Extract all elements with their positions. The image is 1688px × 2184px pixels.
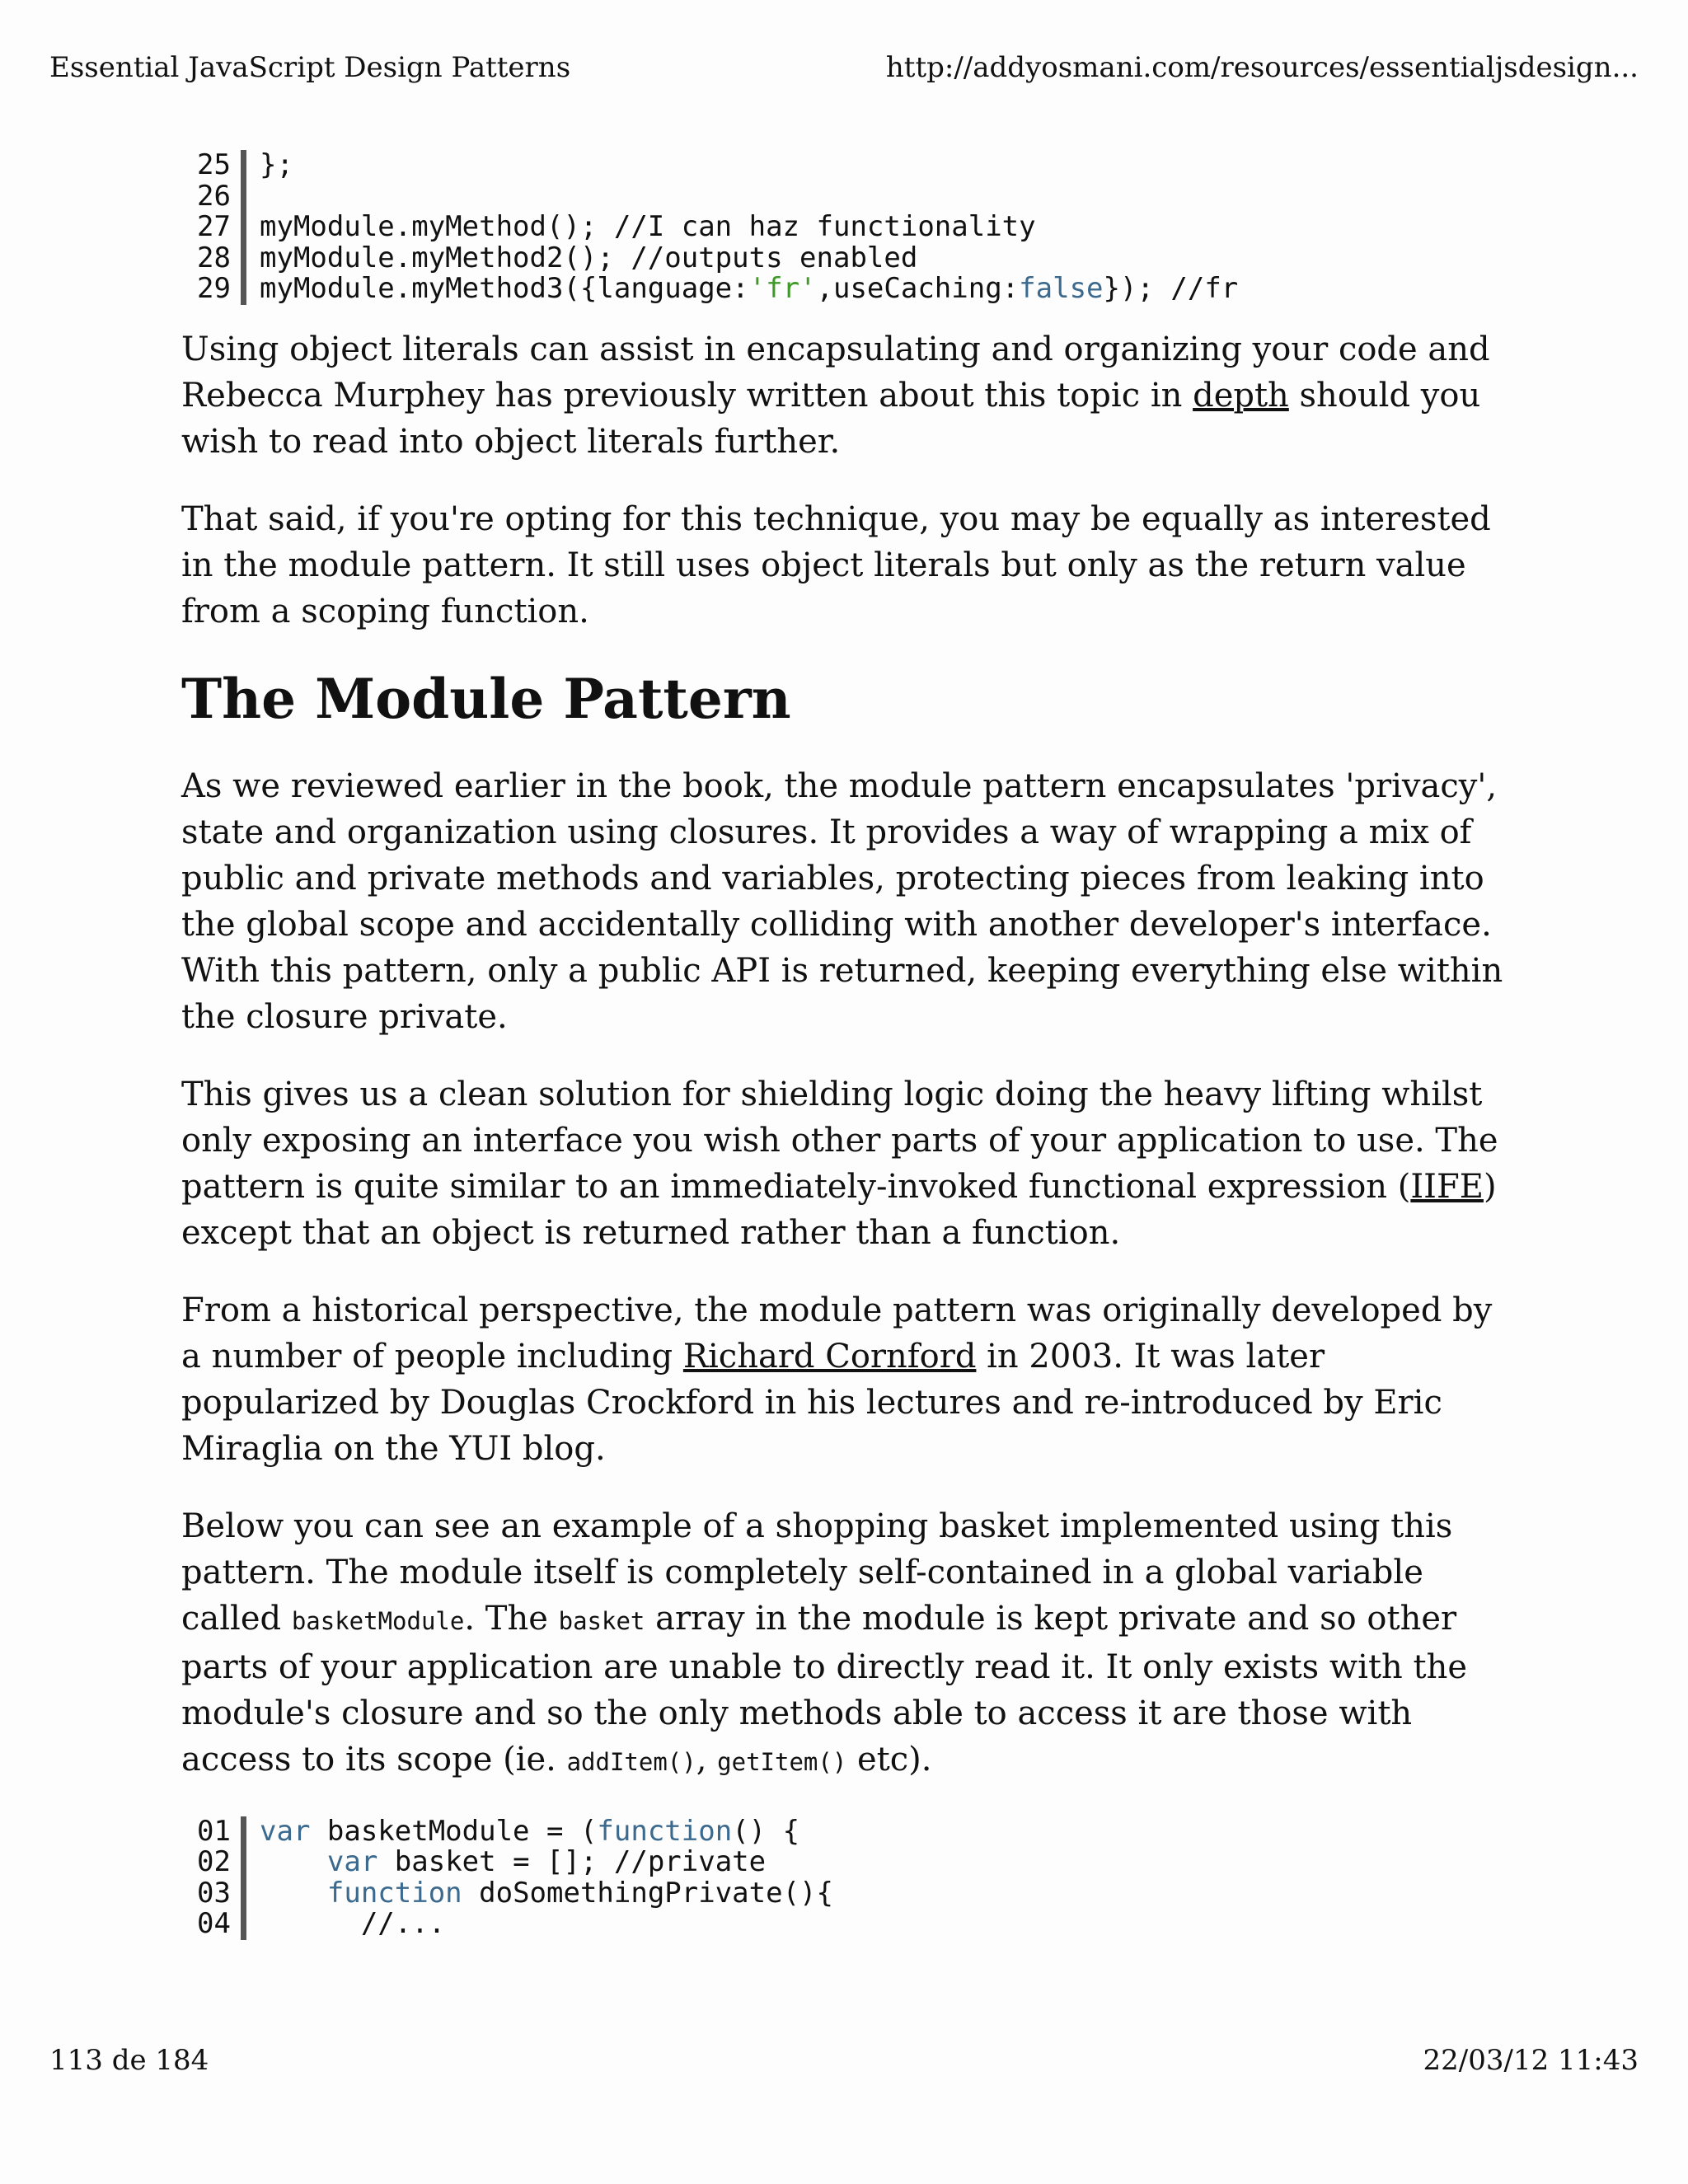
- header-url: http://addyosmani.com/resources/essentialjsdesign...: [885, 51, 1639, 84]
- paragraph-history: From a historical perspective, the module pattern was originally developed by a number of people including Richard Cornford in 2003. It was later popularized by Douglas Crockford in his lectures and re-introduced by Eric Miraglia on the YUI blog.: [181, 1291, 1493, 1468]
- page-footer: [49, 2044, 1639, 2077]
- code-block-1: [181, 150, 1508, 305]
- code-line: 25 };: [181, 150, 1508, 181]
- code-line: 01 var basketModule = ( function () {: [181, 1816, 1508, 1848]
- header-title: Essential JavaScript Design Patterns: [49, 51, 571, 84]
- code-line: 03 function doSomethingPrivate(){: [181, 1878, 1508, 1910]
- inline-code: addItem(): [566, 1747, 696, 1776]
- print-datetime: 22/03/12 11:43: [1423, 2044, 1639, 2077]
- code-line: 04 //...: [181, 1909, 1508, 1940]
- paragraph-basket-example: Below you can see an example of a shopping basket implemented using this pattern. The module itself is completely self-contained in a global variable called basketModule. The basket array in the module is kept private and so other parts of your application are unable to directly read it. It only exists with the module's closure and so the only methods able to access it are those with access to its scope (ie. addItem(), getItem() etc).: [181, 1507, 1467, 1779]
- inline-code: basket: [558, 1606, 645, 1635]
- code-block-2: [181, 1816, 1508, 1940]
- depth-link[interactable]: depth: [1193, 376, 1289, 415]
- code-line: 27 myModule.myMethod(); //I can haz functionality: [181, 212, 1508, 243]
- code-line: 28 myModule.myMethod2(); //outputs enabled: [181, 243, 1508, 274]
- code-line: 02 var basket = []; //private: [181, 1847, 1508, 1878]
- paragraph-privacy: As we reviewed earlier in the book, the module pattern encapsulates 'privacy', state and organization using closures. It provides a way of wrapping a mix of public and private methods and variables, protecting pieces from leaking into the global scope and accidentally colliding with another developer's interface. With this pattern, only a public API is returned, keeping everything else within the closure private.: [181, 766, 1503, 1036]
- page-content: [181, 150, 1508, 1940]
- inline-code: basketModule: [291, 1606, 465, 1635]
- page-counter: 113 de 184: [49, 2044, 209, 2077]
- page-header: [49, 51, 1639, 84]
- code-line: 29 myModule.myMethod3({language: 'fr' ,useCaching: false }); //fr: [181, 274, 1508, 305]
- paragraph-object-literals: Using object literals can assist in encapsulating and organizing your code and Rebecca Murphey has previously written about this topic in depth should you wish to read into object literals further.: [181, 330, 1490, 461]
- paragraph-iife: This gives us a clean solution for shielding logic doing the heavy lifting whilst only exposing an interface you wish other parts of your application to use. The pattern is quite similar to an immediately-invoked functional expression (IIFE) except that an object is returned rather than a function.: [181, 1075, 1498, 1252]
- iife-link[interactable]: IIFE: [1410, 1167, 1484, 1206]
- section-heading: The Module Pattern: [181, 666, 791, 731]
- code-line: 26: [181, 181, 1508, 213]
- inline-code: getItem(): [717, 1747, 847, 1776]
- richard-cornford-link[interactable]: Richard Cornford: [682, 1337, 977, 1376]
- paragraph-module-intro: That said, if you're opting for this technique, you may be equally as interested in the module pattern. It still uses object literals but only as the return value from a scoping function.: [181, 499, 1491, 630]
